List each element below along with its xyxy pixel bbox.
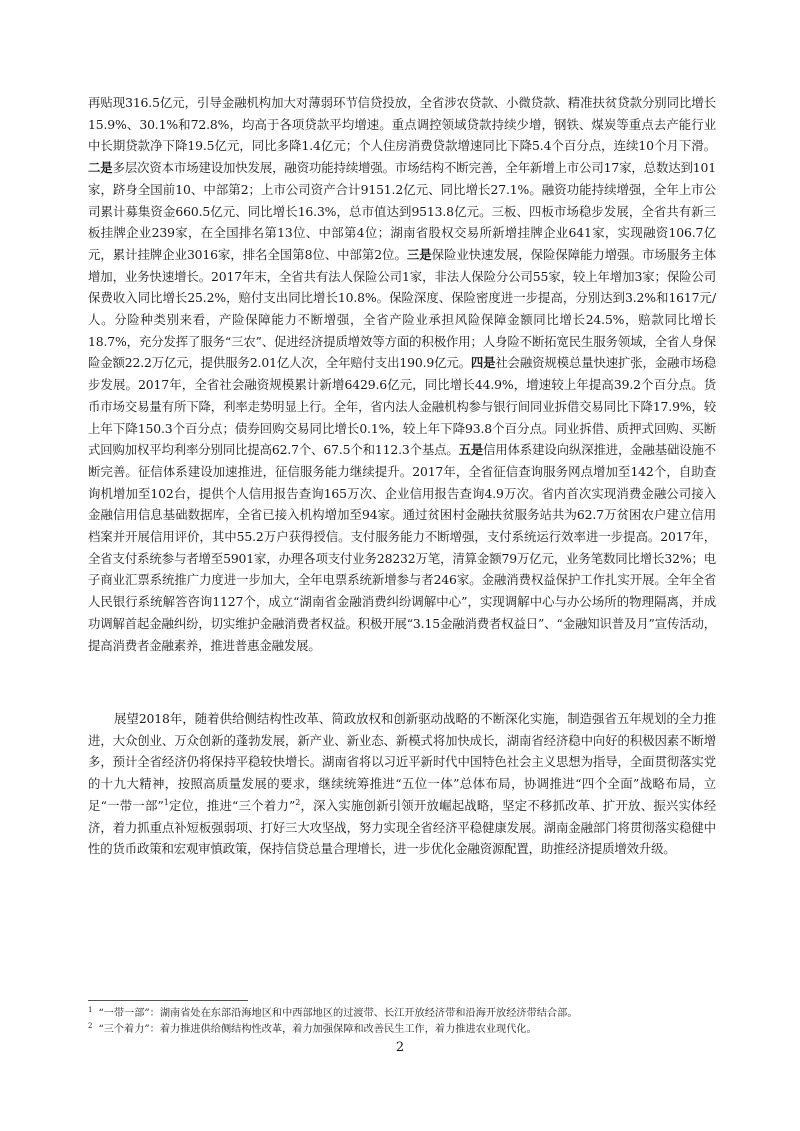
footnote-ref[interactable]: 1	[163, 797, 169, 807]
bold-lead: 五是	[458, 442, 484, 458]
footnote-1	[88, 1006, 728, 1021]
bold-lead: 四是	[470, 355, 496, 371]
text-run: 定位，推进“三个着力”	[168, 797, 296, 813]
text-run: ，深入实施创新引领开放崛起战略，坚定不移抓改革、扩开放、振兴实体经济，着力抓重点补短板强弱项、打好三大攻坚战，努力实现全省经济平稳健康发展。湖南金融部门将贯彻落实稳健中性的货币政策和宏观审慎政策，保持信贷总量合理增长，进一步优化金融资源配置，助推经济提质增效升级。	[88, 797, 716, 857]
text-run: 再贴现316.5亿元，引导金融机构加大对薄弱环节信贷投放，全省涉农贷款、小微贷款、精准扶贫贷款分别同比增长15.9%、30.1%和72.8%，均高于各项贷款平均增速。重点调控领域贷款持续少增，钢铁、煤炭等重点去产能行业中长期贷款净下降19.5亿元，同比多降1.4亿元；个人住房消费贷款增速同比下降5.4个百分点，连续10个月下滑。	[88, 95, 716, 154]
text-run: 信用体系建设向纵深推进，金融基础设施不断完善。征信体系建设加速推进，征信服务能力继续提升。2017年，全省征信查询服务网点增加至142个，自助查询机增加至102台，提供个人信用报告查询165万次、企业信用报告查询4.9万次。省内首次实现消费金融公司接入金融信用信息基础数据库，全省已接入机构增加至94家。通过贫困村金融扶贫服务站共为62.7万贫困农户建立信用档案并开展信用评价，其中55.2万户获得授信。支付服务能力不断增强，支付系统运行效率进一步提高。2017年，全省支付系统参与者增至5901家，办理各项支付业务28232万笔，清算金额79万亿元，业务笔数同比增长32%；电子商业汇票系统推广力度进一步加大，全年电票系统新增参与者246家。金融消费权益保护工作扎实开展。全年全省人民银行系统解答咨询1127个，成立“湖南省金融消费纠纷调解中心”，实现调解中心与办公场所的物理隔离，并成功调解首起金融纠纷，切实维护金融消费者权益。积极开展“3.15金融消费者权益日”、“金融知识普及月”宣传活动，提高消费者金融素养，推进普惠金融发展。	[88, 442, 717, 653]
bold-lead: 二是	[88, 160, 113, 176]
text-run: 展望2018年，随着供给侧结构性改革、简政放权和创新驱动战略的不断深化实施，制造强省五年规划的全力推进，大众创业、万众创新的蓬勃发展，新产业、新业态、新模式将加快成长，湖南省经济稳中向好的积极因素不断增多，预计全省经济仍将保持平稳较快增长。湖南省将以习近平新时代中国特色社会主义思想为指导，全面贯彻落实党的十九大精神，按照高质量发展的要求，继续统筹推进“五位一体”总体布局，协调推进“四个全面”战略布局，立足“一带一部”	[88, 711, 716, 813]
footnote-mark: 2	[88, 1021, 93, 1030]
body-paragraph-2	[88, 708, 716, 860]
footnote-text: “一带一部”：湖南省处在东部沿海地区和中西部地区的过渡带、长江开放经济带和沿海开放经济带结合部。	[98, 1008, 578, 1019]
body-paragraph-1	[88, 92, 716, 656]
text-run: 多层次资本市场建设加快发展，融资功能持续增强。市场结构不断完善，全年新增上市公司17家，总数达到101家，跻身全国前10、中部第2；上市公司资产合计9151.2亿元、同比增长27.1%。融资功能持续增强，全年上市公司累计募集资金660.5亿元、同比增长16.3%，总市值达到9513.8亿元。三板、四板市场稳步发展，全省共有新三板挂牌企业239家，在全国排名第13位、中部第4位；湖南省股权交易所新增挂牌企业641家，实现融资106.7亿元，累计挂牌企业3016家，排名全国第8位、中部第2位。	[88, 160, 716, 262]
bold-lead: 三是	[406, 246, 432, 262]
footnote-ref[interactable]: 2	[295, 797, 301, 807]
text-run: 社会融资规模总量快速扩张，金融市场稳步发展。2017年，全省社会融资规模累计新增6429.6亿元，同比增长44.9%，增速较上年提高39.2个百分点。货币市场交易量有所下降，利率走势明显上行。全年，省内法人金融机构参与银行间同业拆借交易同比下降17.9%，较上年下降150.3个百分点；债券回购交易同比增长0.1%，较上年下降93.8个百分点。同业拆借、质押式回购、买断式回购加权平均利率分别同比提高62.7个、67.5个和112.3个基点。	[88, 355, 716, 458]
footnote-mark: 1	[88, 1005, 93, 1014]
footnote-divider	[88, 1000, 248, 1001]
footnote-text: “三个着力”：着力推进供给侧结构性改革，着力加强保障和改善民生工作，着力推进农业现代化。	[98, 1024, 537, 1035]
page-number: 2	[395, 1040, 405, 1055]
footnote-2	[88, 1022, 728, 1037]
text-run: 保险业快速发展，保险保障能力增强。市场服务主体增加，业务快速增长。2017年末，全省共有法人保险公司1家，非法人保险分公司55家，较上年增加3家；保险公司保费收入同比增长25.2%，赔付支出同比增长10.8%。保险深度、保险密度进一步提高，分别达到3.2%和1617元/人。分险种类别来看，产险保障能力不断增强，全省产险业承担风险保障金额同比增长24.5%，赔款同比增长18.7%，充分发挥了服务“三农”、促进经济提质增效等方面的积极作用；人身险不断拓宽民生服务领域，全省人身保险金额22.2万亿元，提供服务2.01亿人次，全年赔付支出190.9亿元。	[88, 246, 716, 371]
